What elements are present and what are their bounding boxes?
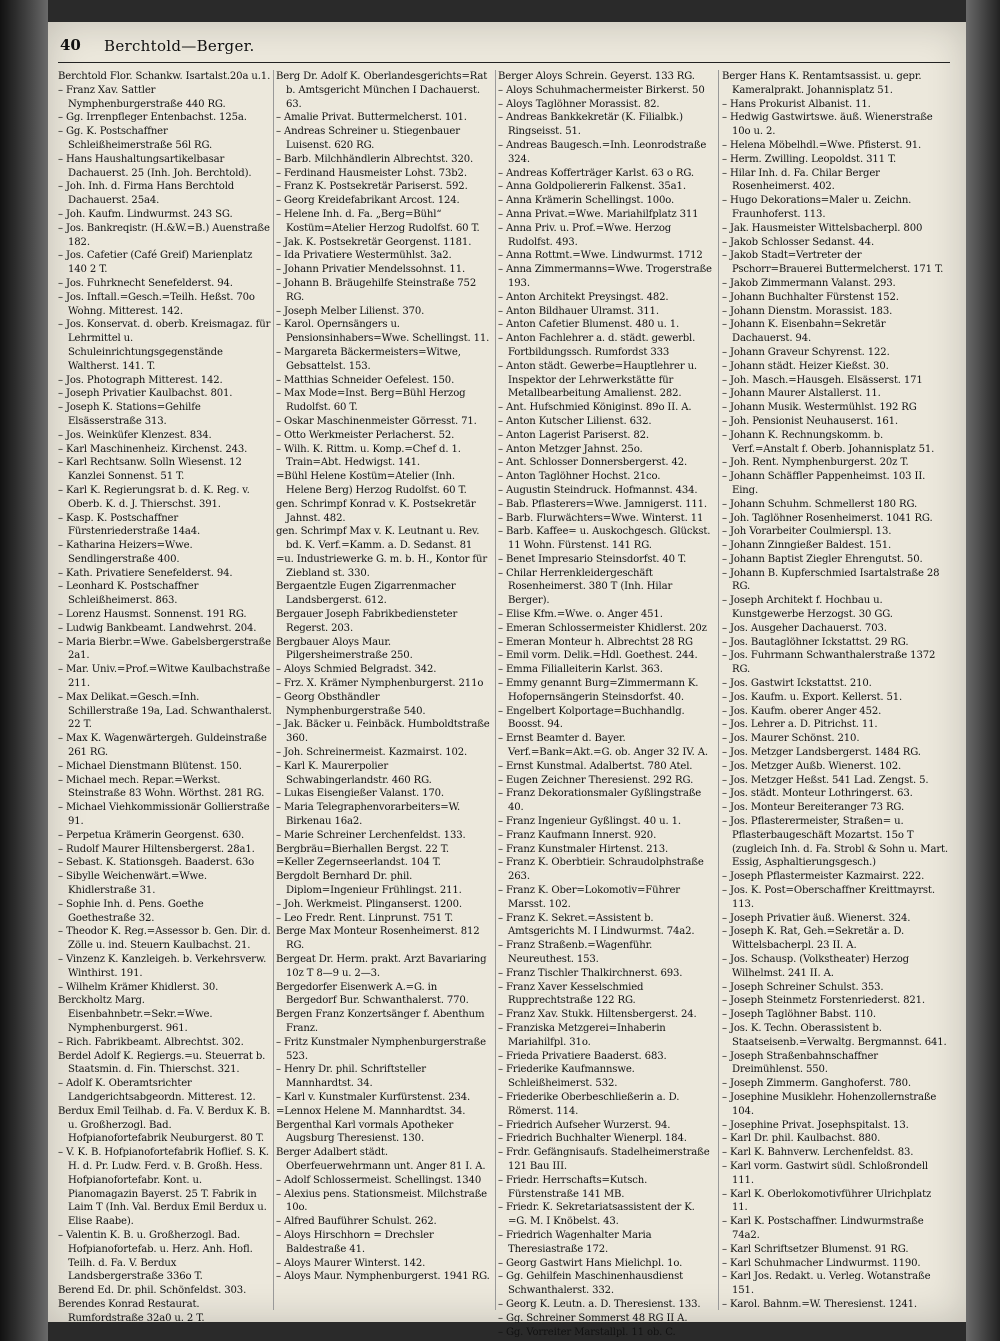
directory-entry: – Anton Metzger Jahnst. 25o. [498, 443, 643, 455]
directory-entry: – Sibylle Weichenwärt.=Wwe. Khidlerstraße 31. [58, 871, 207, 897]
directory-entry: – Jak. Bäcker u. Feinbäck. Humboldtstraße 360. [276, 719, 490, 745]
directory-entry: – Anna Goldpoliererin Falkenst. 35a1. [498, 181, 686, 193]
directory-entry: – Johann K. Eisenbahn=Sekretär Dachauerst. 94. [722, 319, 886, 345]
directory-entry: – Karl Schuhmacher Lindwurmst. 1190. [722, 1257, 921, 1269]
directory-entry: – Jos. K. Post=Oberschaffner Kreittmayrst. 113. [722, 885, 935, 910]
directory-entry: – Maria Telegraphenvorarbeiters=W. Birkenau 16a2. [276, 802, 461, 828]
directory-entry: – Johann Baptist Ziegler Ehrengutst. 50. [722, 553, 923, 565]
directory-entry: Berdel Adolf K. Regiergs.=u. Steuerrat b. Staatsmin. d. Fin. Thierschst. 321. [58, 1050, 266, 1076]
directory-entry: – Franz Xav. Sattler Nymphenburgerstraße 440 RG. [58, 84, 226, 110]
directory-entry: – Joseph Taglöhner Babst. 110. [722, 1009, 876, 1021]
directory-entry: – Rich. Fabrikbeamt. Albrechtst. 302. [58, 1036, 244, 1048]
directory-entry: – Johann Schuhm. Schmellerst 180 RG. [722, 498, 918, 510]
column-divider [495, 70, 496, 1310]
directory-entry: – Hilar Inh. d. Fa. Chilar Berger Rosenheimerst. 402. [722, 167, 880, 193]
directory-entry: – Karol. Bahnm.=W. Theresienst. 1241. [722, 1298, 917, 1310]
directory-entry: – Karl vorm. Gastwirt südl. Schloßrondell 111. [722, 1160, 928, 1186]
directory-entry: – Valentin K. B. u. Großherzogl. Bad. Hofpianofortefab. u. Herz. Anh. Hofl. Teilh. d. Fa. V. Berdux Landsbergerstraße 336o T. [58, 1229, 253, 1283]
column-3 [498, 70, 712, 1338]
directory-entry: – Ludwig Bankbeamt. Landwehrst. 204. [58, 622, 257, 634]
directory-entry: – Aloys Schmied Belgradst. 342. [276, 664, 437, 676]
directory-entry: – Friedrich Buchhalter Wienerpl. 184. [498, 1133, 687, 1145]
directory-entry: Berckholtz Marg. Eisenbahnbetr.=Sekr.=Wwe. Nymphenburgerst. 961. [58, 995, 213, 1034]
directory-entry: – Katharina Heizers=Wwe. Sendlingerstraße 400. [58, 540, 193, 565]
directory-entry: – Augustin Steindruck. Hofmannst. 434. [498, 484, 698, 496]
page-number: 40 [60, 36, 81, 54]
running-head: Berchtold—Berger. [104, 37, 255, 55]
directory-entry: – Friedr. Herrschafts=Kutsch. Fürstenstraße 141 MB. [498, 1174, 648, 1200]
directory-entry: – Karl K. Maurerpolier Schwabingerlandstr. 460 RG. [276, 760, 432, 786]
directory-entry: – Franz Ingenieur Gyßlingst. 40 u. 1. [498, 816, 681, 828]
directory-entry: – Karl v. Kunstmaler Kurfürstenst. 234. [276, 1091, 471, 1103]
directory-entry: – Emil vorm. Delik.=Hdl. Goethest. 244. [498, 650, 698, 662]
directory-entry: – Aloys Hirschhorn = Drechsler Baldestraße 41. [276, 1229, 434, 1255]
directory-entry: Berchtold Flor. Schankw. Isartalst.20a u.1. [58, 71, 271, 82]
column-1 [58, 70, 272, 1324]
directory-entry: – Wilhelm Krämer Khidlerst. 30. [58, 981, 219, 993]
directory-entry: – Anton Fachlehrer a. d. städt. gewerbl. Fortbildungssch. Rumfordst 333 [498, 333, 696, 358]
directory-entry: – Ida Privatiere Westermühlst. 3a2. [276, 250, 452, 262]
directory-entry: – Johann B. Bräugehilfe Steinstraße 752 RG. [276, 277, 477, 303]
directory-entry: – Hugo Dekorations=Maler u. Zeichn. Fraunhoferst. 113. [722, 195, 912, 220]
directory-entry: – Aloys Maurer Winterst. 142. [276, 1257, 426, 1269]
directory-entry: – Johann Maurer Alstallerst. 11. [722, 388, 881, 400]
directory-entry: – Karl Dr. phil. Kaulbachst. 880. [722, 1133, 881, 1145]
directory-entry: – Joseph Steinmetz Forstenriederst. 821. [722, 995, 925, 1007]
directory-entry: =Keller Zegernseerlandst. 104 T. [276, 857, 441, 869]
directory-entry: – Franz Xav. Stukk. Hiltensbergerst. 24. [498, 1009, 697, 1021]
directory-entry: – Jos. Inftall.=Gesch.=Teilh. Heßst. 70o Wohng. Mitterest. 142. [58, 291, 255, 317]
directory-entry: – Adolf K. Oberamtsrichter Landgerichtsabgeordn. Mitterest. 12. [58, 1078, 256, 1103]
directory-entry: – Franz K. Oberbtieir. Schraudolphstraße 263. [498, 857, 704, 883]
directory-entry: – Emeran Monteur h. Albrechtst 28 RG [498, 636, 693, 648]
directory-entry: – Karl K. Oberlokomotivführer Ulrichplatz 11. [722, 1188, 932, 1214]
directory-entry: – Max K. Wagenwärtergeh. Guldeinstraße 261 RG. [58, 733, 267, 759]
directory-entry: – Jos. Fuhrknecht Senefelderst. 94. [58, 277, 233, 289]
directory-entry: – Ferdinand Hausmeister Lohst. 73b2. [276, 167, 467, 179]
directory-entry: – Sophie Inh. d. Pens. Goethe Goethestraße 32. [58, 898, 204, 924]
directory-entry: – Franziska Metzgerei=Inhaberin Mariahilfpl. 31o. [498, 1022, 666, 1048]
directory-entry: – Jakob Stadt=Vertreter der Pschorr=Brauerei Buttermelcherst. 171 T. [722, 250, 944, 276]
directory-entry: – Sebast. K. Stationsgeh. Baaderst. 63o [58, 857, 255, 869]
directory-entry: – Karl K. Postschaffner. Lindwurmstraße 74a2. [722, 1216, 924, 1241]
directory-entry: – Georg Obsthändler Nymphenburgerstraße 540. [276, 691, 426, 717]
directory-entry: – Jos. Gastwirt Ickstattst. 210. [722, 678, 872, 690]
directory-entry: – Friederike Oberbeschließerin a. D. Römerst. 114. [498, 1091, 680, 1117]
directory-entry: – Helena Möbelhdl.=Wwe. Pfisterst. 91. [722, 139, 922, 151]
directory-entry: – Ant. Hufschmied Königinst. 89o II. A. [498, 402, 692, 414]
directory-entry: – Friedrich Wagenhalter Maria Theresiastraße 172. [498, 1229, 652, 1255]
directory-entry: – Engelbert Kolportage=Buchhandlg. Boosst. 94. [498, 705, 685, 731]
directory-entry: – Josephine Musiklehr. Hohenzollernstraße 104. [722, 1091, 937, 1117]
directory-entry: – Theodor K. Reg.=Assessor b. Gen. Dir. d. Zölle u. ind. Steuern Kaulbachst. 21. [58, 926, 271, 952]
directory-entry: gen. Schrimpf Konrad v. K. Postsekretär Jahnst. 482. [276, 498, 476, 524]
directory-entry: – Ant. Schlosser Donnersbergerst. 42. [498, 457, 688, 469]
directory-entry: – Hans Haushaltungsartikelbasar Dachauerst. 25 (Inh. Joh. Berchtold). [58, 153, 252, 179]
directory-entry: Berdux Emil Teilhab. d. Fa. V. Berdux K. B. u. Großherzogl. Bad. Hofpianofortefabrik Neuburgerst. 80 T. [58, 1105, 271, 1145]
directory-entry: – Jos. Cafetier (Café Greif) Marienplatz 140 2 T. [58, 250, 253, 276]
directory-entry: – Jakob Schlosser Sedanst. 44. [722, 236, 874, 248]
directory-entry: – Joseph Zimmerm. Ganghoferst. 780. [722, 1078, 911, 1090]
directory-entry: – Andreas Kofferträger Karlst. 63 o RG. [498, 167, 694, 179]
directory-entry: – Ernst Beamter d. Bayer. Verf.=Bank=Akt.=G. ob. Anger 32 IV. A. [498, 733, 708, 759]
directory-entry: – Gg. Gehilfein Maschinenhausdienst Schwanthalerst. 332. [498, 1271, 684, 1297]
directory-entry: – Lukas Eisengießer Valanst. 170. [276, 788, 444, 800]
directory-entry: – Johann Buchhalter Fürstenst 152. [722, 291, 899, 303]
directory-entry: =Lennox Helene M. Mannhardtst. 34. [276, 1105, 466, 1117]
directory-entry: – Ernst Kunstmal. Adalbertst. 780 Atel. [498, 760, 693, 772]
directory-entry: Bergeat Dr. Herm. prakt. Arzt Bavariaring 10z T 8—9 u. 2—3. [276, 954, 487, 979]
directory-entry: – Johann Dienstm. Morassist. 183. [722, 305, 893, 317]
directory-entry: – Henry Dr. phil. Schriftsteller Mannhardtst. 34. [276, 1064, 426, 1090]
directory-entry: – Margareta Bäckermeisters=Witwe, Gebsattelst. 153. [276, 346, 461, 372]
directory-entry: – Jos. K. Techn. Oberassistent b. Staatseisenb.=Verwaltg. Bergmannst. 641. [722, 1022, 947, 1048]
directory-entry: Berg Dr. Adolf K. Oberlandesgerichts=Rat b. Amtsgericht München I Dachauerst. 63. [276, 71, 488, 110]
directory-entry: Berger Adalbert städt. Oberfeuerwehrmann unt. Anger 81 I. A. [276, 1147, 486, 1172]
directory-page [48, 22, 966, 1338]
directory-entry: – Karl Schriftsetzer Blumenst. 91 RG. [722, 1243, 909, 1255]
directory-entry: – Maria Bierbr.=Wwe. Gabelsbergerstraße 2a1. [58, 636, 271, 662]
directory-entry: Bergdolt Bernhard Dr. phil. Diplom=Ingenieur Frühlingst. 211. [276, 871, 462, 897]
directory-entry: – Emmy genannt Burg=Zimmermann K. Hofopernsängerin Steinsdorfst. 40. [498, 678, 699, 703]
directory-entry: – Herm. Zwilling. Leopoldst. 311 T. [722, 153, 897, 165]
directory-entry: =Bühl Helene Kostüm=Atelier (Inh. Helene Berg) Herzog Rudolfst. 60 T. [276, 471, 467, 496]
directory-entry: – Gg. Irrenpfleger Entenbachst. 125a. [58, 112, 247, 124]
directory-entry: – Anton Kutscher Lilienst. 632. [498, 415, 652, 427]
directory-entry: – Rudolf Maurer Hiltensbergerst. 28a1. [58, 843, 255, 855]
directory-entry: – Emma Filialleiterin Karlst. 363. [498, 664, 663, 676]
directory-entry: Bergauer Joseph Fabrikbediensteter Regerst. 203. [276, 609, 458, 634]
directory-entry: – Jos. städt. Monteur Lothringerst. 63. [722, 788, 913, 800]
directory-entry: – Michael Viehkommissionär Gollierstraße 91. [58, 802, 270, 828]
directory-entry: – Johann Musik. Westermühlst. 192 RG [722, 402, 917, 414]
directory-entry: – Anna Priv. u. Prof.=Wwe. Herzog Rudolfst. 493. [498, 222, 672, 248]
directory-entry: – Fritz Kunstmaler Nymphenburgerstraße 523. [276, 1036, 486, 1062]
directory-entry: – Joseph Pflastermeister Kazmairst. 222. [722, 871, 925, 883]
directory-entry: – Jos. Monteur Bereiteranger 73 RG. [722, 802, 905, 814]
directory-entry: – Matthias Schneider Oefelest. 150. [276, 374, 455, 386]
directory-entry: Bergedorfer Eisenwerk A.=G. in Bergedorf Bur. Schwanthalerst. 770. [276, 981, 469, 1007]
directory-entry: – Joh. Rent. Nymphenburgerst. 20z T. [722, 457, 909, 469]
directory-entry: – Andreas Bankkekretär (K. Filialbk.) Ringseisst. 51. [498, 112, 683, 138]
directory-entry: – Joh. Taglöhner Rosenheimerst. 1041 RG. [722, 512, 933, 524]
directory-entry: – Johann Privatier Mendelssohnst. 11. [276, 264, 466, 276]
column-divider [273, 70, 274, 1310]
directory-entry: – Benet Impresario Steinsdorfst. 40 T. [498, 553, 687, 565]
directory-entry: – Joh. Schreinermeist. Kazmairst. 102. [276, 747, 468, 759]
directory-entry: – Leo Fredr. Rent. Linprunst. 751 T. [276, 912, 454, 924]
directory-entry: – Franz K. Ober=Lokomotiv=Führer Marsst. 102. [498, 885, 680, 910]
directory-entry: – Eugen Zeichner Theresienst. 292 RG. [498, 774, 694, 786]
directory-entry: – Josephine Privat. Josephspitalst. 13. [722, 1119, 909, 1131]
directory-entry: – Franz Dekorationsmaler Gyßlingstraße 40. [498, 788, 702, 814]
directory-entry: – Jak. K. Postsekretär Georgenst. 1181. [276, 236, 472, 248]
directory-entry: – Leonhard K. Postschaffner Schleißheimerst. 863. [58, 581, 199, 607]
directory-entry: – Franz Tischler Thalkirchnerst. 693. [498, 967, 683, 979]
directory-entry: – Barb. Kaffee= u. Auskochgesch. Glückst. 11 Wohn. Fürstenst. 141 RG. [498, 526, 711, 552]
directory-entry: – Georg K. Leutn. a. D. Theresienst. 133. [498, 1298, 701, 1310]
directory-entry: – Michael mech. Repar.=Werkst. Steinstraße 83 Wohn. Wörthst. 281 RG. [58, 774, 265, 800]
directory-entry: – Joseph Straßenbahnschaffner Dreimühlenst. 550. [722, 1050, 878, 1076]
directory-entry: – Franz Xaver Kesselschmied Rupprechtstraße 122 RG. [498, 981, 644, 1007]
directory-entry: Bergen Franz Konzertsänger f. Abenthum Franz. [276, 1009, 485, 1034]
directory-entry: – Gg. Schreiner Sommerst 48 RG II A. [498, 1312, 688, 1324]
directory-entry: – Barb. Milchhändlerin Albrechtst. 320. [276, 153, 474, 165]
directory-entry: – Frz. X. Krämer Nymphenburgerst. 211o [276, 678, 484, 690]
directory-entry: – Karl Maschinenheiz. Kirchenst. 243. [58, 443, 248, 455]
directory-entry: – Hans Prokurist Albanist. 11. [722, 98, 871, 110]
directory-entry: – Anton Taglöhner Hochst. 21co. [498, 471, 661, 483]
directory-entry: – Kath. Privatiere Senefelderst. 94. [58, 567, 233, 579]
directory-entry: – Frdr. Gefängnisaufs. Stadelheimerstraße 121 Bau III. [498, 1147, 710, 1172]
directory-entry: – Mar. Univ.=Prof.=Witwe Kaulbachstraße 211. [58, 664, 271, 690]
directory-entry: – Franz Kaufmann Innerst. 920. [498, 829, 657, 841]
directory-entry: – Jos. Kaufm. u. Export. Kellerst. 51. [722, 691, 903, 703]
directory-entry: – Joh. Kaufm. Lindwurmst. 243 SG. [58, 208, 233, 220]
directory-entry: – Anton Architekt Preysingst. 482. [498, 291, 669, 303]
directory-entry: – Marie Schreiner Lerchenfeldst. 133. [276, 829, 466, 841]
directory-entry: – Elise Kfm.=Wwe. o. Anger 451. [498, 609, 663, 621]
directory-entry: – Joseph K. Rat, Geh.=Sekretär a. D. Wittelsbacherpl. 23 II. A. [722, 926, 905, 952]
directory-entry: – Johann Graveur Schyrenst. 122. [722, 346, 890, 358]
directory-entry: – Hedwig Gastwirtswe. äuß. Wienerstraße 10o u. 2. [722, 112, 933, 138]
directory-entry: – Jos. Photograph Mitterest. 142. [58, 374, 223, 386]
directory-entry: – Joh. Masch.=Hausgeh. Elsässerst. 171 [722, 374, 923, 386]
directory-entry: – Aloys Taglöhner Morassist. 82. [498, 98, 660, 110]
directory-entry: – V. K. B. Hofpianofortefabrik Hoflief. S. K. H. d. Pr. Ludw. Ferd. v. B. Großh. Hess. Hofpianofortefabr. Kont. u. Pianomagazin Bayerst. 25 T. Fabrik in Laim T (Inh. Val. Berdux Emil Berdux u. Elise Raabe). [58, 1147, 269, 1228]
directory-entry: – Anton städt. Gewerbe=Hauptlehrer u. Inspektor der Lehrwerkstätte für Metallbearbeitung Amalienst. 282. [498, 360, 697, 400]
directory-entry: – Joseph Schreiner Schulst. 353. [722, 981, 884, 993]
directory-entry: – Otto Werkmeister Perlacherst. 52. [276, 429, 455, 441]
directory-entry: – Lorenz Hausmst. Sonnenst. 191 RG. [58, 609, 247, 621]
directory-entry: Berend Ed. Dr. phil. Schönfeldst. 303. [58, 1285, 247, 1297]
directory-entry: – Johann K. Rechnungskomm. b. Verf.=Anstalt f. Oberb. Johannisplatz 51. [722, 429, 935, 455]
directory-entry: – Anton Lagerist Pariserst. 82. [498, 429, 649, 441]
directory-entry: – Johann städt. Heizer Kießst. 30. [722, 360, 889, 372]
directory-entry: – Joh. Pensionist Neuhauserst. 161. [722, 415, 898, 427]
directory-entry: – Friederike Kaufmannswe. Schleißheimerst. 532. [498, 1064, 635, 1090]
directory-entry: – Wilh. K. Rittm. u. Komp.=Chef d. 1. Train=Abt. Hedwigst. 141. [276, 443, 461, 469]
directory-entry: – Andreas Schreiner u. Stiegenbauer Luisenst. 620 RG. [276, 126, 460, 151]
directory-entry: – Jak. Hausmeister Wittelsbacherpl. 800 [722, 222, 923, 234]
directory-entry: – Anna Krämerin Schellingst. 100o. [498, 195, 675, 207]
directory-entry: gen. Schrimpf Max v. K. Leutnant u. Rev. bd. K. Verf.=Kamm. a. D. Sedanst. 81 [276, 526, 480, 552]
directory-entry: – Karl K. Regierungsrat b. d. K. Reg. v. Oberb. K. d. J. Thierschst. 391. [58, 484, 250, 510]
directory-entry: – Joh Vorarbeiter Coulmierspl. 13. [722, 526, 892, 538]
directory-entry: – Jos. Pflasterermeister, Straßen= u. Pflasterbaugeschäft Mozartst. 15o T (zugleich Inh. d. Fa. Strobl & Sohn u. Mart. Essig, Asphaltierungsgesch.) [722, 816, 948, 869]
directory-entry: – Joseph K. Stations=Gehilfe Elsässerstraße 313. [58, 402, 201, 427]
directory-entry: =u. Industriewerke G. m. b. H., Kontor für Ziebland st. 330. [276, 553, 488, 579]
directory-entry: – Jos. Metzger Landsbergerst. 1484 RG. [722, 747, 921, 759]
directory-entry: – Joseph Privatier Kaulbachst. 801. [58, 388, 233, 400]
directory-entry: Bergenthal Karl vormals Apotheker Augsburg Theresienst. 130. [276, 1119, 454, 1145]
directory-entry: – Kasp. K. Postschaffner Fürstenriederstraße 14a4. [58, 512, 201, 538]
directory-entry: – Georg Kreidefabrikant Arcost. 124. [276, 195, 460, 207]
directory-entry: – Franz K. Postsekretär Pariserst. 592. [276, 181, 468, 193]
directory-entry: – Barb. Flurwächters=Wwe. Winterst. 11 [498, 512, 704, 524]
directory-entry: – Franz K. Sekret.=Assistent b. Amtsgerichts M. I Lindwurmst. 74a2. [498, 912, 695, 938]
directory-entry: – Emeran Schlossermeister Khidlerst. 20z [498, 622, 707, 634]
directory-entry: – Adolf Schlossermeist. Schellingst. 1340 [276, 1174, 482, 1186]
directory-entry: – Vinzenz K. Kanzleigeh. b. Verkehrsverw. Winthirst. 191. [58, 954, 267, 979]
directory-entry: Berger Aloys Schrein. Geyerst. 133 RG. [498, 71, 695, 82]
directory-entry: – Andreas Baugesch.=Inh. Leonrodstraße 324. [498, 139, 707, 165]
directory-entry: Bergaentzle Eugen Zigarrenmacher Landsbergerst. 612. [276, 581, 456, 607]
page-edge-shadow [966, 0, 1000, 1341]
directory-entry: – Jos. Ausgeher Dachauerst. 703. [722, 622, 887, 634]
directory-entry: – Anton Cafetier Blumenst. 480 u. 1. [498, 319, 680, 331]
directory-entry: – Jos. Lehrer a. D. Pitrichst. 11. [722, 719, 878, 731]
directory-entry: – Jos. Bautaglöhner Ickstattst. 29 RG. [722, 636, 909, 648]
directory-entry: – Gg. K. Postschaffner Schleißheimerstraße 56l RG. [58, 126, 213, 151]
directory-entry: – Alexius pens. Stationsmeist. Milchstraße 10o. [276, 1188, 487, 1214]
directory-entry: – Karl K. Bahnverw. Lerchenfeldst. 83. [722, 1147, 914, 1159]
directory-entry: – Joseph Melber Lilienst. 370. [276, 305, 425, 317]
directory-entry: – Perpetua Krämerin Georgenst. 630. [58, 829, 245, 841]
directory-entry: – Johann B. Kupferschmied Isartalstraße 28 RG. [722, 567, 940, 593]
header-rule [58, 62, 950, 63]
directory-entry: – Joseph Architekt f. Hochbau u. Kunstgewerbe Herzogst. 30 GG. [722, 595, 893, 621]
directory-entry: – Jos. Fuhrmann Schwanthalerstraße 1372 RG. [722, 650, 936, 676]
directory-entry: – Karol. Opernsängers u. Pensionsinhabers=Wwe. Schellingst. 11. [276, 319, 490, 345]
directory-entry: – Franz Straßenb.=Wagenführ. Neureuthest. 153. [498, 940, 653, 965]
directory-entry: – Joh. Inh. d. Firma Hans Berchtold Dachauerst. 25a4. [58, 181, 235, 207]
directory-entry: – Helene Inh. d. Fa. „Berg=Bühl“ Kostüm=Atelier Herzog Rudolfst. 60 T. [276, 208, 480, 234]
directory-entry: – Oskar Maschinenmeister Görresst. 71. [276, 415, 477, 427]
directory-entry: – Frieda Privatiere Baaderst. 683. [498, 1050, 667, 1062]
directory-entry: – Jos. Metzger Außb. Wienerst. 102. [722, 760, 902, 772]
directory-entry: Berger Hans K. Rentamtsassist. u. gepr. Kameralprakt. Johannisplatz 51. [722, 71, 922, 96]
directory-entry: – Michael Dienstmann Blütenst. 150. [58, 760, 242, 772]
directory-entry: – Jos. Kaufm. oberer Anger 452. [722, 705, 882, 717]
directory-entry: – Alfred Bauführer Schulst. 262. [276, 1216, 437, 1228]
directory-entry: – Jakob Zimmermann Valanst. 293. [722, 277, 896, 289]
directory-entry: – Georg Gastwirt Hans Mielichpl. 1o. [498, 1257, 683, 1269]
page-header [60, 36, 950, 60]
column-4 [722, 70, 948, 1310]
directory-entry: – Karl Jos. Redakt. u. Verleg. Wotanstraße 151. [722, 1271, 931, 1297]
directory-entry: – Amalie Privat. Buttermelcherst. 101. [276, 112, 467, 124]
directory-entry: – Johann Schäffler Pappenheimst. 103 II. Eing. [722, 471, 926, 496]
directory-entry: Bergbräu=Bierhallen Bergst. 22 T. [276, 843, 449, 855]
directory-entry: – Chilar Herrenkleidergeschäft Rosenheimerst. 380 T (Inh. Hilar Berger). [498, 567, 673, 607]
directory-entry: Berendes Konrad Restaurat. Rumfordstraße 32a0 u. 2 T. [58, 1298, 205, 1324]
directory-entry: – Franz Kunstmaler Hirtenst. 213. [498, 843, 669, 855]
directory-entry: – Joh. Werkmeist. Plinganserst. 1200. [276, 898, 462, 910]
directory-entry: – Jos. Schausp. (Volkstheater) Herzog Wilhelmst. 241 II. A. [722, 954, 909, 979]
column-2 [276, 70, 490, 1310]
directory-entry: – Anna Privat.=Wwe. Mariahilfplatz 311 [498, 208, 699, 220]
directory-entry: – Friedrich Aufseher Wurzerst. 94. [498, 1119, 671, 1131]
directory-entry: – Aloys Schuhmachermeister Birkerst. 50 [498, 84, 705, 96]
column-divider [718, 70, 719, 1310]
directory-entry: – Jos. Konservat. d. oberb. Kreismagaz. für Lehrmittel u. Schuleinrichtungsgegenstände Waltherst. 141. T. [58, 319, 271, 372]
directory-columns [58, 70, 954, 1338]
directory-entry: – Gg. Vorreiter Marstallpl. 11 ob. C. [498, 1326, 676, 1338]
directory-entry: – Aloys Maur. Nymphenburgerst. 1941 RG. [276, 1271, 490, 1283]
directory-entry: – Friedr. K. Sekretariatsassistent der K. =G. M. I Knöbelst. 43. [498, 1202, 695, 1228]
directory-entry: – Jos. Metzger Heßst. 541 Lad. Zengst. 5. [722, 774, 929, 786]
directory-entry: – Jos. Maurer Schönst. 210. [722, 733, 860, 745]
directory-entry: – Johann Zinngießer Baldest. 151. [722, 540, 892, 552]
book-spine-shadow [0, 0, 48, 1341]
directory-entry: – Max Delikat.=Gesch.=Inh. Schillerstraße 19a, Lad. Schwanthalerst. 22 T. [58, 691, 272, 731]
directory-entry: – Karl Rechtsanw. Solln Wiesenst. 12 Kanzlei Sonnenst. 51 T. [58, 457, 242, 483]
directory-entry: Berge Max Monteur Rosenheimerst. 812 RG. [276, 926, 480, 952]
directory-entry: – Anna Zimmermanns=Wwe. Trogerstraße 193. [498, 264, 712, 289]
directory-entry: – Anton Bildhauer Ulramst. 311. [498, 305, 659, 317]
directory-entry: – Max Mode=Inst. Berg=Bühl Herzog Rudolfst. 60 T. [276, 388, 466, 414]
directory-entry: – Bab. Pflasterers=Wwe. Jamnigerst. 111. [498, 498, 707, 510]
directory-entry: – Jos. Weinküfer Klenzest. 834. [58, 429, 212, 441]
directory-entry: Bergbauer Aloys Maur. Pilgersheimerstraße 250. [276, 636, 413, 662]
directory-entry: – Jos. Bankreqistr. (H.&W.=B.) Auenstraße 182. [58, 222, 270, 248]
directory-entry: – Joseph Privatier äuß. Wienerst. 324. [722, 912, 911, 924]
directory-entry: – Anna Rottmt.=Wwe. Lindwurmst. 1712 [498, 250, 703, 262]
